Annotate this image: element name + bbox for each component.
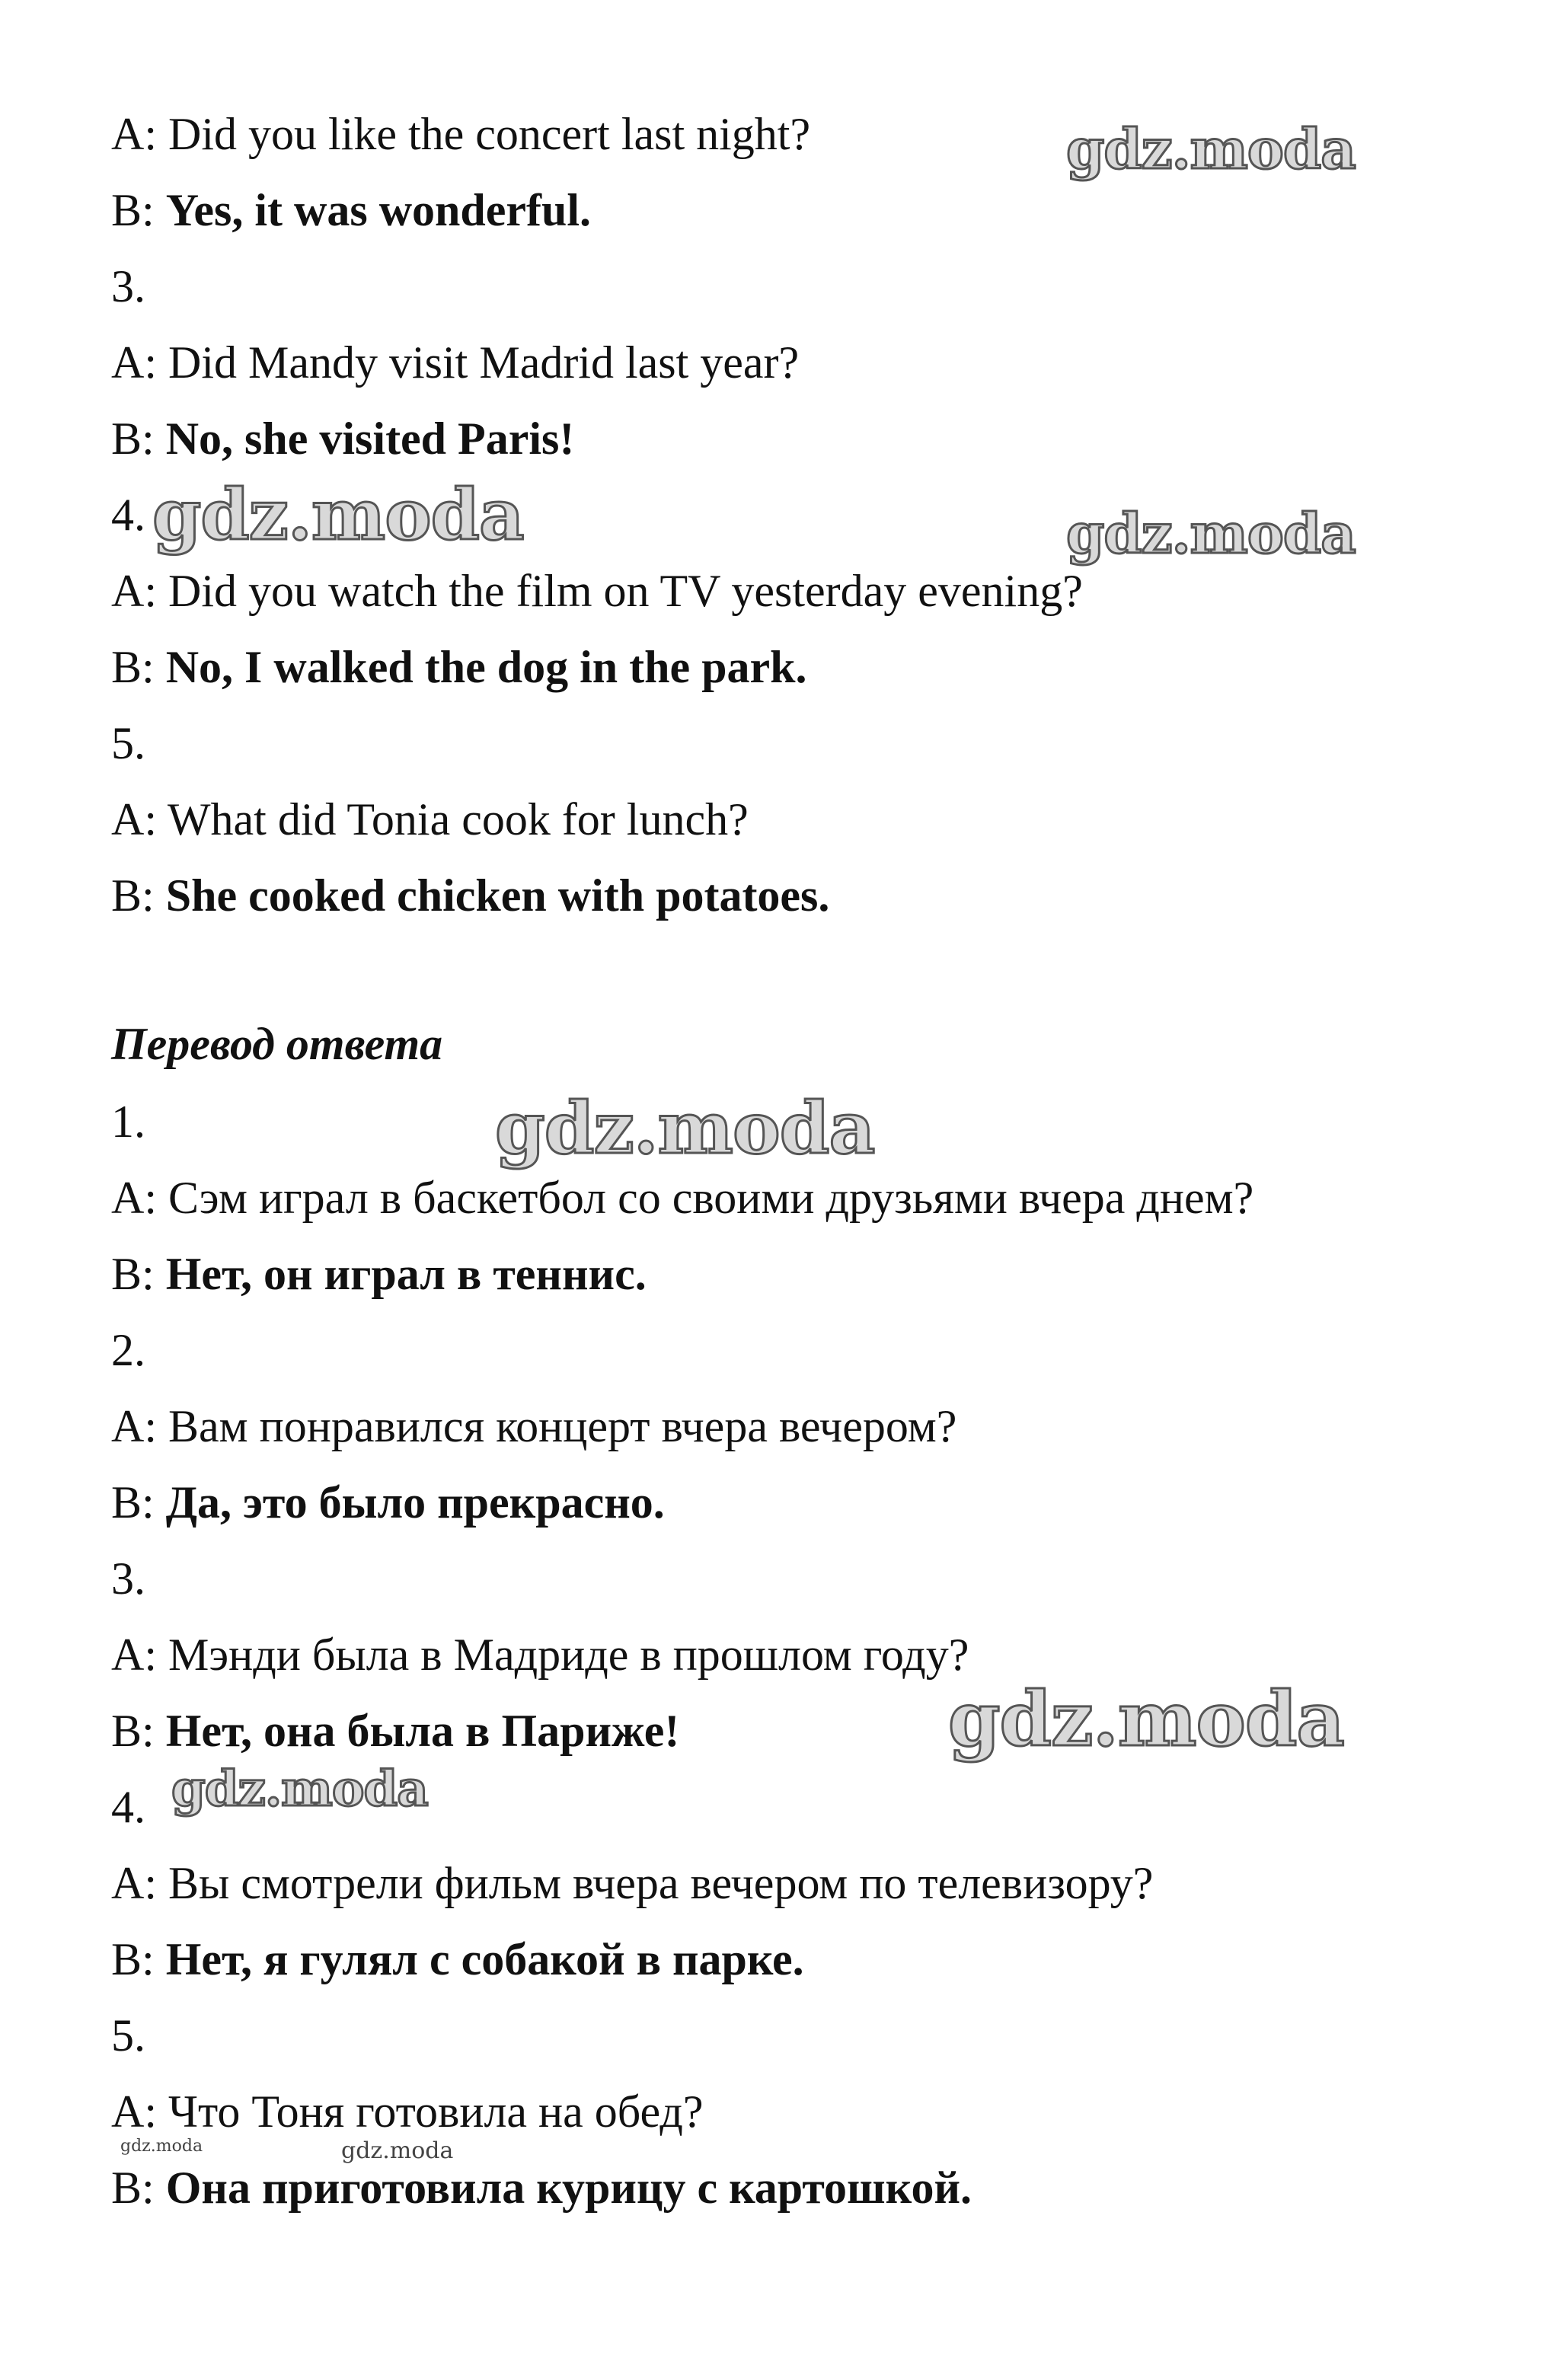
russian-4-number: 4. <box>111 1782 145 1832</box>
answer-prefix: B: <box>111 185 166 235</box>
russian-1-question: A: Сэм играл в баскетбол со своими друзьями вчера днем? <box>111 1173 1254 1223</box>
english-4-question: A: Did you watch the film on TV yesterday evening? <box>111 566 1083 616</box>
watermark-logo: gdz.moda <box>171 1761 428 1818</box>
russian-1-number: 1. <box>111 1097 145 1147</box>
answer-prefix: B: <box>111 1934 166 1984</box>
english-2-question: A: Did you like the concert last night? <box>111 109 811 159</box>
english-5-answer <box>111 868 829 923</box>
answer-text: Нет, я гулял с собакой в парке. <box>165 1934 804 1984</box>
russian-3-answer <box>111 1703 679 1758</box>
russian-1-answer <box>111 1247 647 1301</box>
russian-5-number: 5. <box>111 2010 145 2061</box>
russian-4-question: A: Вы смотрели фильм вчера вечером по телевизору? <box>111 1858 1154 1908</box>
english-2-answer <box>111 183 591 238</box>
watermark-logo-small: gdz.moda <box>120 2137 203 2156</box>
answer-text: Она приготовила курицу с картошкой. <box>165 2163 972 2213</box>
russian-2-number: 2. <box>111 1325 145 1375</box>
answer-prefix: B: <box>111 2163 166 2213</box>
answer-text: Да, это было прекрасно. <box>165 1477 665 1528</box>
russian-3-number: 3. <box>111 1553 145 1604</box>
answer-text: No, I walked the dog in the park. <box>165 642 807 692</box>
answer-prefix: B: <box>111 642 166 692</box>
answer-prefix: B: <box>111 413 166 464</box>
english-5-question: A: What did Tonia cook for lunch? <box>111 794 749 844</box>
watermark-logo: gdz.moda <box>1066 501 1356 566</box>
english-4-number: 4. <box>111 490 145 540</box>
watermark-logo: gdz.moda <box>1066 117 1356 181</box>
russian-3-question: A: Мэнди была в Мадриде в прошлом году? <box>111 1630 969 1680</box>
english-3-question: A: Did Mandy visit Madrid last year? <box>111 337 800 388</box>
watermark-logo: gdz.moda <box>152 474 524 556</box>
english-4-answer <box>111 640 807 694</box>
russian-2-question: A: Вам понравился концерт вчера вечером? <box>111 1401 957 1451</box>
watermark-logo: gdz.moda <box>495 1087 875 1170</box>
answer-prefix: B: <box>111 1249 166 1299</box>
russian-4-answer <box>111 1932 804 1987</box>
watermark-logo: gdz.moda <box>948 1676 1344 1764</box>
english-3-number: 3. <box>111 261 145 311</box>
watermark-logo-small: gdz.moda <box>341 2137 454 2164</box>
answer-prefix: B: <box>111 870 166 921</box>
russian-5-answer <box>111 2160 972 2215</box>
answer-text: Нет, он играл в теннис. <box>165 1249 647 1299</box>
answer-prefix: B: <box>111 1706 166 1756</box>
translation-heading: Перевод ответа <box>111 1019 443 1069</box>
answer-text: Нет, она была в Париже! <box>165 1706 680 1756</box>
russian-2-answer <box>111 1475 665 1530</box>
answer-text: She cooked chicken with potatoes. <box>165 870 830 921</box>
english-3-answer <box>111 411 574 466</box>
answer-text: Yes, it was wonderful. <box>165 185 592 235</box>
answer-prefix: B: <box>111 1477 166 1528</box>
english-5-number: 5. <box>111 718 145 768</box>
russian-5-question: A: Что Тоня готовила на обед? <box>111 2086 704 2137</box>
answer-text: No, she visited Paris! <box>165 413 575 464</box>
